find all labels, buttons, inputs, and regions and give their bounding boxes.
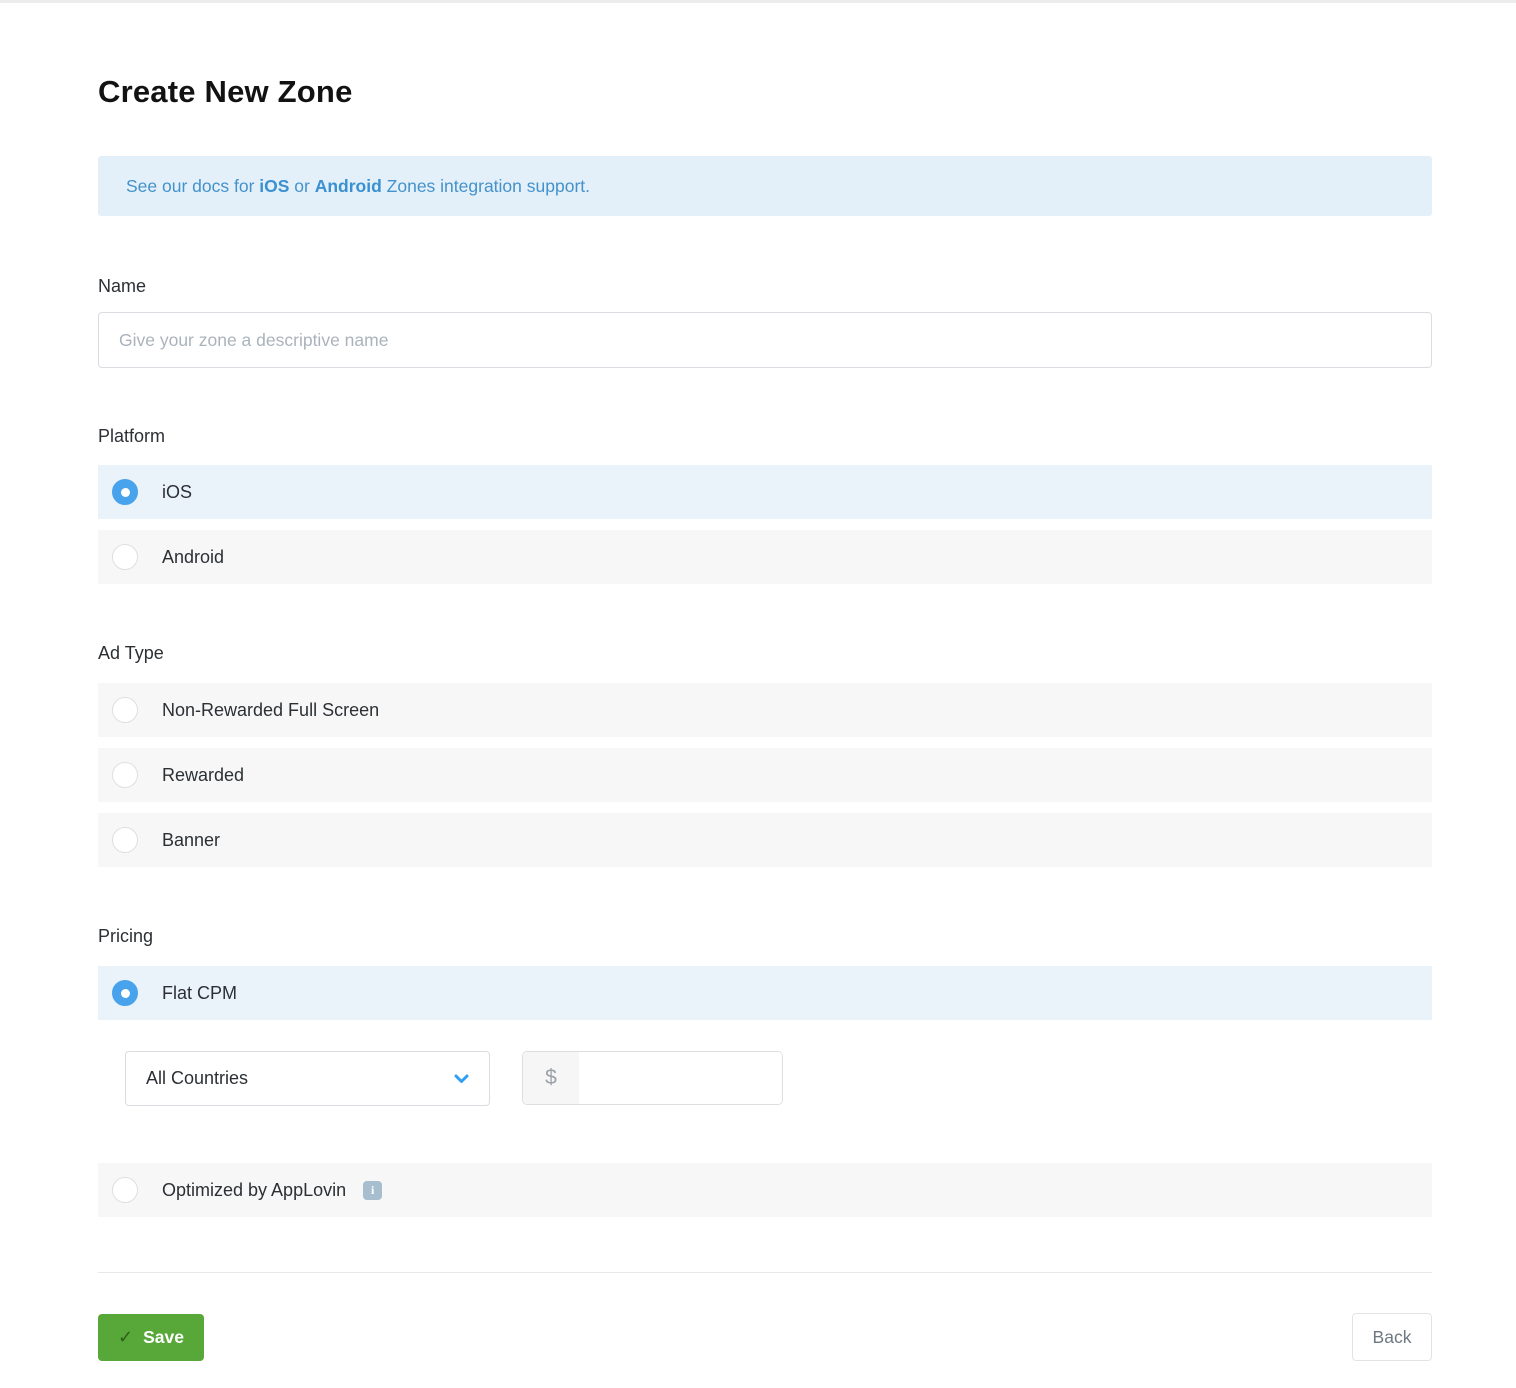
create-zone-form: [98, 74, 1432, 1361]
pricing-option-optimized[interactable]: [98, 1163, 1432, 1217]
chevron-down-icon: [454, 1074, 469, 1084]
country-select-value: All Countries: [146, 1068, 249, 1088]
option-label: Banner: [162, 829, 221, 850]
option-label: Optimized by AppLovin: [162, 1179, 347, 1200]
radio-icon[interactable]: [112, 827, 138, 853]
banner-text-before: See our docs for: [126, 175, 260, 196]
cpm-amount-input[interactable]: [579, 1052, 783, 1104]
option-label: iOS: [162, 481, 193, 502]
radio-icon[interactable]: [112, 980, 138, 1006]
option-label: Flat CPM: [162, 982, 238, 1003]
footer-divider: [98, 1272, 1432, 1273]
ios-docs-link[interactable]: iOS: [259, 175, 290, 196]
pricing-option-flat-cpm[interactable]: [98, 966, 1432, 1020]
option-label: Android: [162, 546, 225, 567]
radio-icon[interactable]: [112, 762, 138, 788]
radio-icon[interactable]: [112, 544, 138, 570]
zone-name-input[interactable]: [98, 312, 1432, 368]
ad-type-option-non-rewarded[interactable]: [98, 683, 1432, 737]
radio-icon[interactable]: [112, 1177, 138, 1203]
radio-icon[interactable]: [112, 479, 138, 505]
banner-text-middle: or: [289, 175, 315, 196]
page-title: Create New Zone: [98, 74, 353, 109]
ad-type-option-banner[interactable]: [98, 813, 1432, 867]
banner-text-after: Zones integration support.: [381, 175, 590, 196]
name-label: Name: [98, 276, 147, 296]
android-docs-link[interactable]: Android: [314, 175, 382, 196]
platform-option-android[interactable]: [98, 530, 1432, 584]
docs-info-banner: [98, 156, 1432, 216]
footer-actions: [98, 1313, 1432, 1361]
ad-type-options: [98, 683, 1432, 867]
platform-option-ios[interactable]: [98, 465, 1432, 519]
pricing-label: Pricing: [98, 926, 154, 946]
save-button-label: Save: [143, 1326, 184, 1347]
info-icon[interactable]: i: [363, 1181, 382, 1200]
save-button[interactable]: [98, 1314, 204, 1361]
flat-cpm-controls: [98, 1051, 1432, 1106]
option-label: Rewarded: [162, 764, 245, 785]
platform-label: Platform: [98, 426, 166, 446]
check-icon: ✓: [118, 1327, 134, 1347]
ad-type-option-rewarded[interactable]: [98, 748, 1432, 802]
radio-icon[interactable]: [112, 697, 138, 723]
option-label: Non-Rewarded Full Screen: [162, 699, 380, 720]
back-button[interactable]: Back: [1352, 1313, 1432, 1361]
top-border: [0, 0, 1516, 3]
platform-options: [98, 465, 1432, 584]
country-select[interactable]: [125, 1051, 490, 1106]
currency-prefix: $: [523, 1052, 579, 1104]
cpm-amount-group: [522, 1051, 783, 1105]
ad-type-label: Ad Type: [98, 643, 164, 663]
